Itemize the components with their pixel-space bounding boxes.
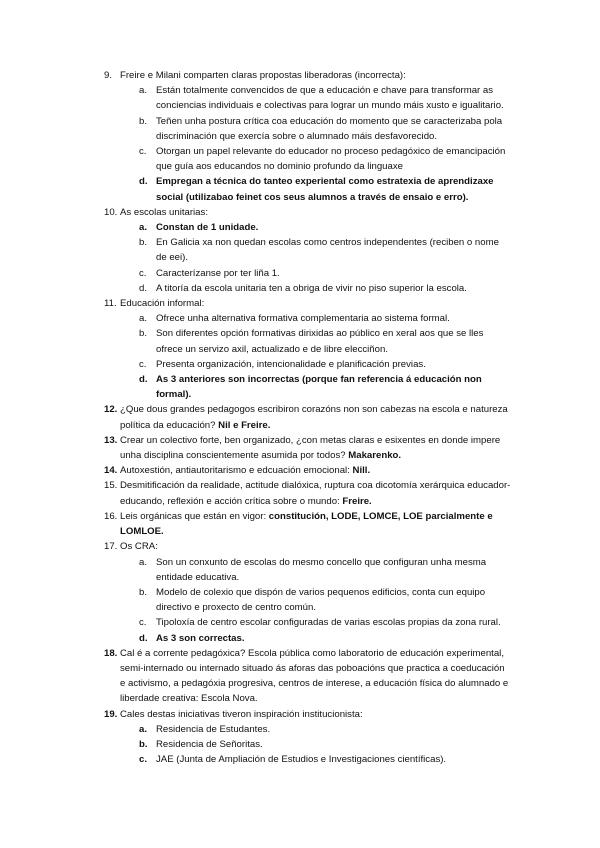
option-text: Otorgan un papel relevante do educador no proceso pedagóxico de emancipación que guía aos educandos no dominio profundo da linguaxe	[156, 146, 506, 173]
text-run: Os CRA:	[120, 541, 158, 553]
text-run: ¿Que dous grandes pedagogos escribiron corazóns non son cabezas na escola e natureza política da educación?	[120, 404, 508, 431]
option-text: Residencia de Estudantes.	[156, 723, 271, 735]
question-text	[120, 539, 512, 554]
option-item	[120, 737, 512, 752]
question-text	[120, 707, 512, 722]
question-text	[120, 478, 512, 508]
option-text: Teñen unha postura crítica coa educación do momento que se caracterizaba pola discriminación que exercía sobre o alumnado máis desfavorecido.	[156, 115, 503, 142]
question-number: 14.	[104, 465, 118, 477]
question-number: 15.	[104, 480, 118, 492]
text-run: Freire.	[342, 495, 372, 507]
text-run: Cales destas iniciativas tiveron inspiración institucionista:	[120, 708, 363, 720]
option-item	[120, 357, 512, 372]
option-list	[120, 220, 512, 296]
question-number: 9.	[104, 70, 113, 81]
option-text: Presenta organización, intencionalidade e planificación previas.	[156, 358, 426, 370]
question-text	[120, 205, 512, 220]
text-run: Crear un colectivo forte, ben organizado, ¿con metas claras e esixentes en donde impere unha disciplina conscientemente asumida por todos?	[120, 434, 501, 462]
option-text: Son un conxunto de escolas do mesmo concello que configuran unha mesma entidade educativa.	[156, 556, 487, 583]
option-item	[120, 631, 512, 646]
text-run: Leis orgánicas que están en vigor:	[120, 510, 269, 522]
option-text: JAE (Junta de Ampliación de Estudios e Investigaciones científicas).	[156, 754, 447, 766]
text-run: constitución, LODE, LOMCE, LOE parcialmente e LOMLOE.	[120, 510, 493, 538]
option-text: Residencia de Señoritas.	[156, 738, 263, 750]
question-item	[0, 205, 600, 296]
option-letter: d.	[139, 282, 148, 294]
option-letter: b.	[139, 738, 148, 750]
option-letter: c.	[139, 146, 147, 158]
option-item	[120, 326, 512, 356]
option-text: Ofrece unha alternativa formativa complementaria ao sistema formal.	[156, 313, 450, 325]
option-letter: a.	[139, 313, 148, 325]
question-item	[0, 402, 600, 432]
option-letter: d.	[139, 374, 148, 386]
option-item	[120, 114, 512, 144]
question-text	[120, 68, 512, 83]
question-list	[0, 68, 600, 767]
question-item	[0, 646, 600, 707]
question-number: 13.	[104, 434, 118, 446]
question-item	[0, 707, 600, 768]
question-text	[120, 402, 512, 432]
option-text: En Galicia xa non quedan escolas como centros independentes (reciben o nome de eei).	[156, 237, 499, 264]
option-letter: a.	[139, 723, 148, 735]
option-list	[120, 722, 512, 768]
question-item	[0, 433, 600, 463]
option-text: Constan de 1 unidade.	[156, 222, 259, 234]
option-item	[120, 752, 512, 767]
text-run: Autoxestión, antiautoritarismo e edcuación emocional:	[120, 465, 353, 477]
question-item	[0, 509, 600, 539]
question-number: 11.	[104, 298, 117, 310]
question-text	[120, 296, 512, 311]
option-item	[120, 372, 512, 402]
option-item	[120, 266, 512, 281]
question-text	[120, 509, 512, 539]
option-item	[120, 220, 512, 235]
option-text: Caracterízanse por ter liña 1.	[156, 267, 280, 279]
option-item	[120, 144, 512, 174]
question-text	[120, 433, 512, 463]
option-text: Están totalmente convencidos de que a educación e chave para transformar as conciencias individuais e colectivas para lograr un mundo máis xusto e igualitario.	[156, 85, 504, 112]
option-letter: b.	[139, 328, 148, 340]
option-item	[120, 281, 512, 296]
option-list	[120, 311, 512, 402]
text-run: Makarenko.	[348, 450, 402, 462]
option-letter: b.	[139, 115, 148, 127]
question-item	[0, 463, 600, 478]
option-item	[120, 722, 512, 737]
option-item	[120, 174, 512, 204]
option-item	[120, 235, 512, 265]
question-item	[0, 68, 600, 205]
option-letter: b.	[139, 237, 148, 249]
question-item	[0, 539, 600, 645]
option-letter: d.	[139, 632, 148, 644]
option-text: Empregan a técnica do tanteo experiental como estratexia de aprendizaxe social (utilizabao feinet cos seus alumnos a través de ensaio e erro).	[156, 176, 494, 203]
text-run: Educación informal:	[120, 298, 205, 310]
option-item	[120, 615, 512, 630]
option-letter: a.	[139, 85, 148, 97]
option-item	[120, 83, 512, 113]
text-run: Nill.	[352, 465, 371, 477]
option-letter: a.	[139, 556, 148, 568]
option-item	[120, 555, 512, 585]
question-text	[120, 463, 512, 478]
question-item	[0, 478, 600, 508]
question-number: 17.	[104, 541, 118, 553]
option-letter: a.	[139, 222, 148, 234]
question-item	[0, 296, 600, 402]
option-text: Son diferentes opción formativas dirixidas ao público en xeral aos que se lles ofrece un servizo axil, actualizado e de libre elecciñon.	[156, 328, 484, 355]
option-letter: d.	[139, 176, 148, 188]
option-item	[120, 585, 512, 615]
option-text: A titoría da escola unitaria ten a obriga de vivir no piso superior la escola.	[156, 282, 467, 294]
option-list	[120, 555, 512, 646]
text-run: Cal é a corrente pedagóxica? Escola pública como laboratorio de educación experimental, semi-internado ou internado situado ás aforas das poboacións que practica a coeducación e activismo, a pedagóxia progresiva, centros de interese, a educación física do alumnado e liberdade creativa: Escola Nova.	[120, 647, 509, 705]
question-number: 19.	[104, 708, 118, 720]
text-run: Freire e Milani comparten claras propostas liberadoras (incorrecta):	[120, 70, 406, 81]
option-text: Tipoloxía de centro escolar configuradas de varias escolas propias da zona rural.	[156, 617, 501, 629]
option-item	[120, 311, 512, 326]
question-number: 16.	[104, 510, 118, 522]
text-run: Desmitificación da realidade, actitude dialóxica, ruptura coa dicotomía xerárquica educador-educando, reflexión e acción crítica sobre o mundo:	[120, 480, 511, 507]
option-text: As 3 son correctas.	[156, 632, 245, 644]
option-list	[120, 83, 512, 205]
option-letter: c.	[139, 358, 147, 370]
question-number: 10.	[104, 206, 118, 218]
text-run: As escolas unitarias:	[120, 206, 208, 218]
option-letter: b.	[139, 586, 148, 598]
text-run: Nil e Freire.	[218, 419, 271, 431]
option-text: As 3 anteriores son incorrectas (porque fan referencia á educación non formal).	[156, 374, 482, 401]
option-letter: c.	[139, 754, 148, 766]
question-text	[120, 646, 512, 707]
option-text: Modelo de colexio que dispón de varios pequenos edificios, conta cun equipo directivo e proxecto de centro común.	[156, 586, 486, 614]
question-number: 18.	[104, 647, 118, 659]
question-number: 12.	[104, 404, 118, 416]
option-letter: c.	[139, 617, 147, 629]
option-letter: c.	[139, 267, 147, 279]
